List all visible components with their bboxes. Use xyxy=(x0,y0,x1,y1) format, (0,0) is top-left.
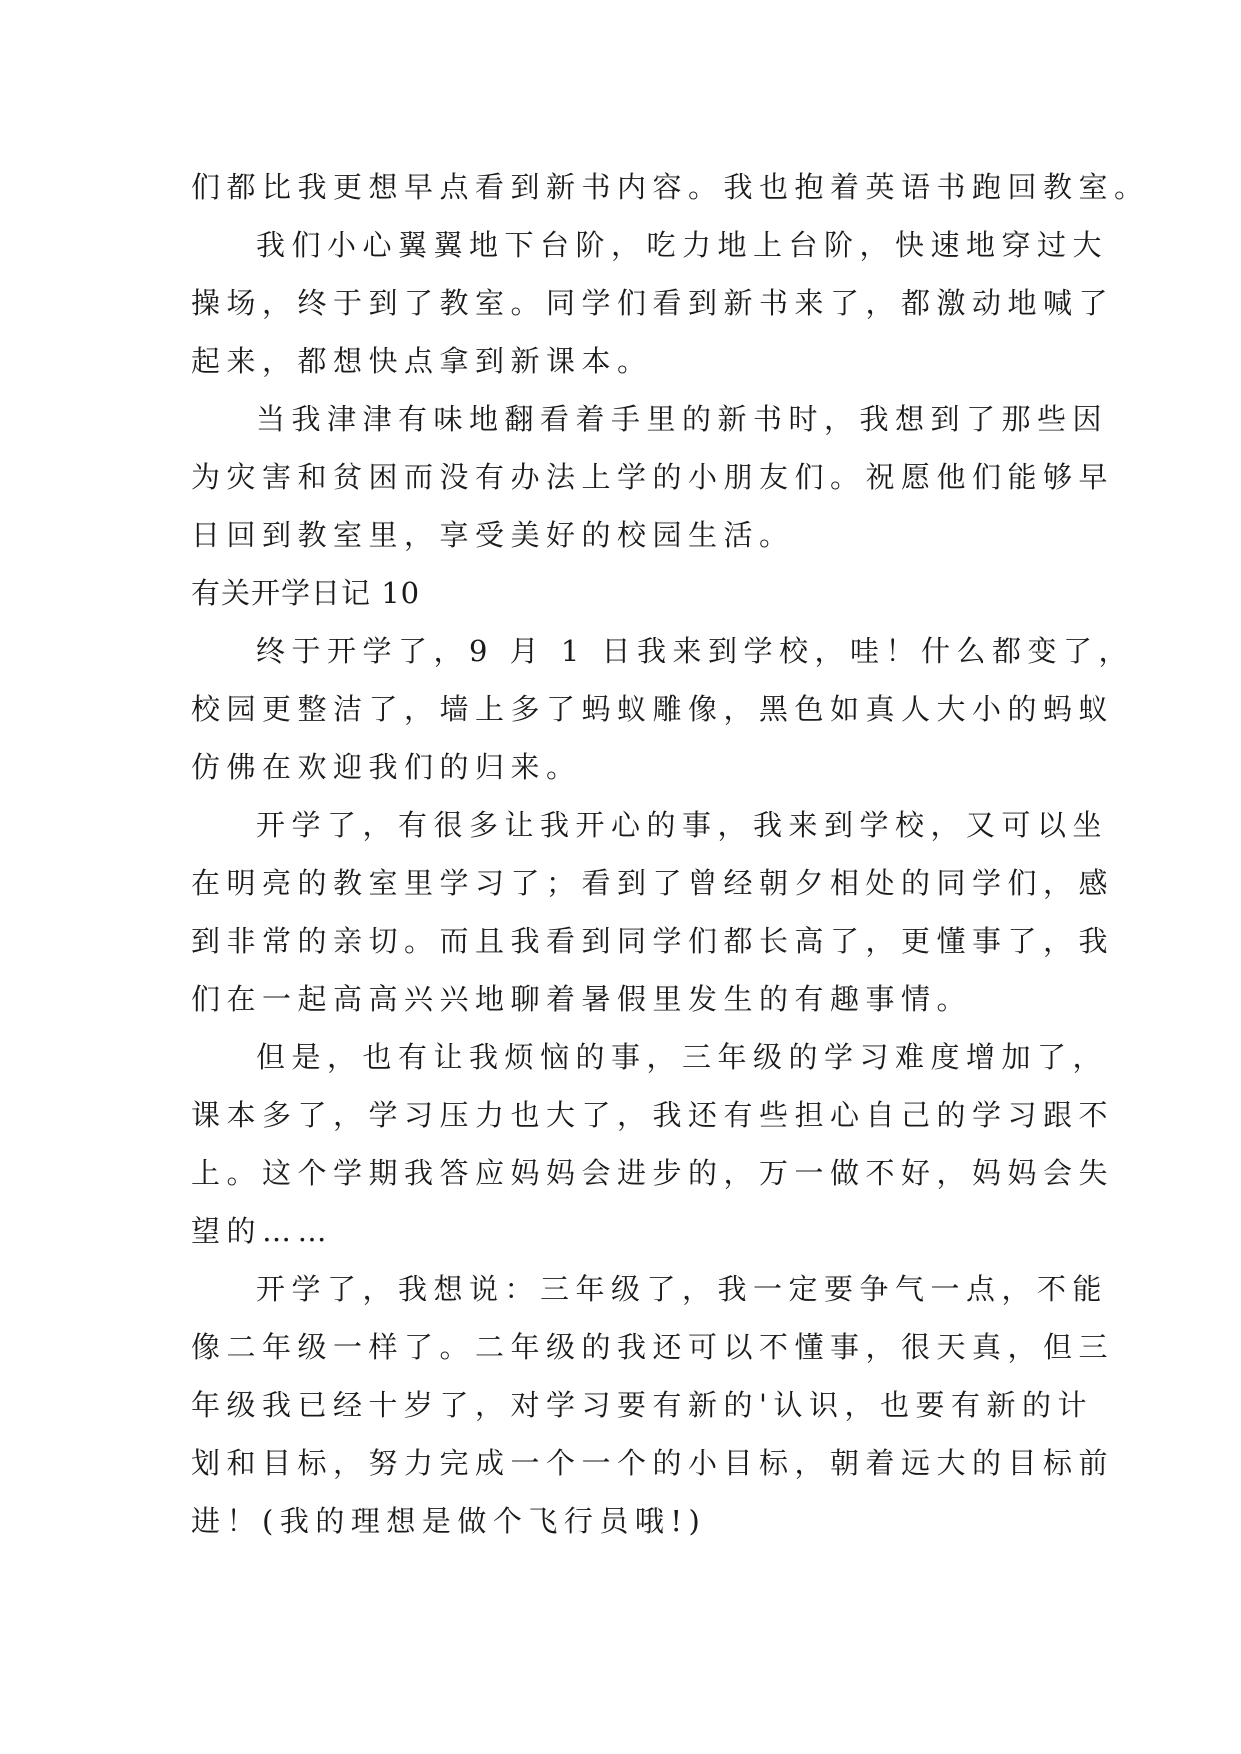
paragraph-line: 上。这个学期我答应妈妈会进步的，万一做不好，妈妈会失 xyxy=(191,1156,1115,1190)
paragraph-line: 们都比我更想早点看到新书内容。我也抱着英语书跑回教室。 xyxy=(191,170,1150,204)
paragraph-line: 课本多了，学习压力也大了，我还有些担心自己的学习跟不 xyxy=(191,1098,1115,1132)
section-heading: 有关开学日记 10 xyxy=(191,576,421,610)
paragraph-line: 当我津津有味地翻看着手里的新书时，我想到了那些因 xyxy=(256,402,1109,436)
paragraph-line: 划和目标，努力完成一个一个的小目标，朝着远大的目标前 xyxy=(191,1446,1115,1480)
paragraph-line: 进！(我的理想是做个飞行员哦!) xyxy=(191,1504,707,1538)
paragraph-line: 校园更整洁了，墙上多了蚂蚁雕像，黑色如真人大小的蚂蚁 xyxy=(191,692,1115,726)
paragraph-line: 日回到教室里，享受美好的校园生活。 xyxy=(191,518,795,552)
paragraph-line: 仿佛在欢迎我们的归来。 xyxy=(191,750,582,784)
paragraph-line: 在明亮的教室里学习了；看到了曾经朝夕相处的同学们，感 xyxy=(191,866,1115,900)
paragraph-line: 但是，也有让我烦恼的事，三年级的学习难度增加了， xyxy=(256,1040,1109,1074)
paragraph-line: 操场，终于到了教室。同学们看到新书来了，都激动地喊了 xyxy=(191,286,1115,320)
paragraph-line: 望的…… xyxy=(191,1214,334,1248)
paragraph-line: 起来，都想快点拿到新课本。 xyxy=(191,344,653,378)
paragraph-line: 我们小心翼翼地下台阶，吃力地上台阶，快速地穿过大 xyxy=(256,228,1109,262)
paragraph-line: 开学了，我想说：三年级了，我一定要争气一点，不能 xyxy=(256,1272,1109,1306)
paragraph-line: 像二年级一样了。二年级的我还可以不懂事，很天真，但三 xyxy=(191,1330,1115,1364)
document-body xyxy=(191,158,1150,1550)
paragraph-line: 们在一起高高兴兴地聊着暑假里发生的有趣事情。 xyxy=(191,982,973,1016)
paragraph-line: 开学了，有很多让我开心的事，我来到学校，又可以坐 xyxy=(256,808,1109,842)
paragraph-line: 到非常的亲切。而且我看到同学们都长高了，更懂事了，我 xyxy=(191,924,1115,958)
paragraph-line: 为灾害和贫困而没有办法上学的小朋友们。祝愿他们能够早 xyxy=(191,460,1115,494)
paragraph-line: 终于开学了，9 月 1 日我来到学校，哇！什么都变了， xyxy=(256,634,1135,668)
paragraph-line: 年级我已经十岁了，对学习要有新的'认识，也要有新的计 xyxy=(191,1388,1093,1422)
